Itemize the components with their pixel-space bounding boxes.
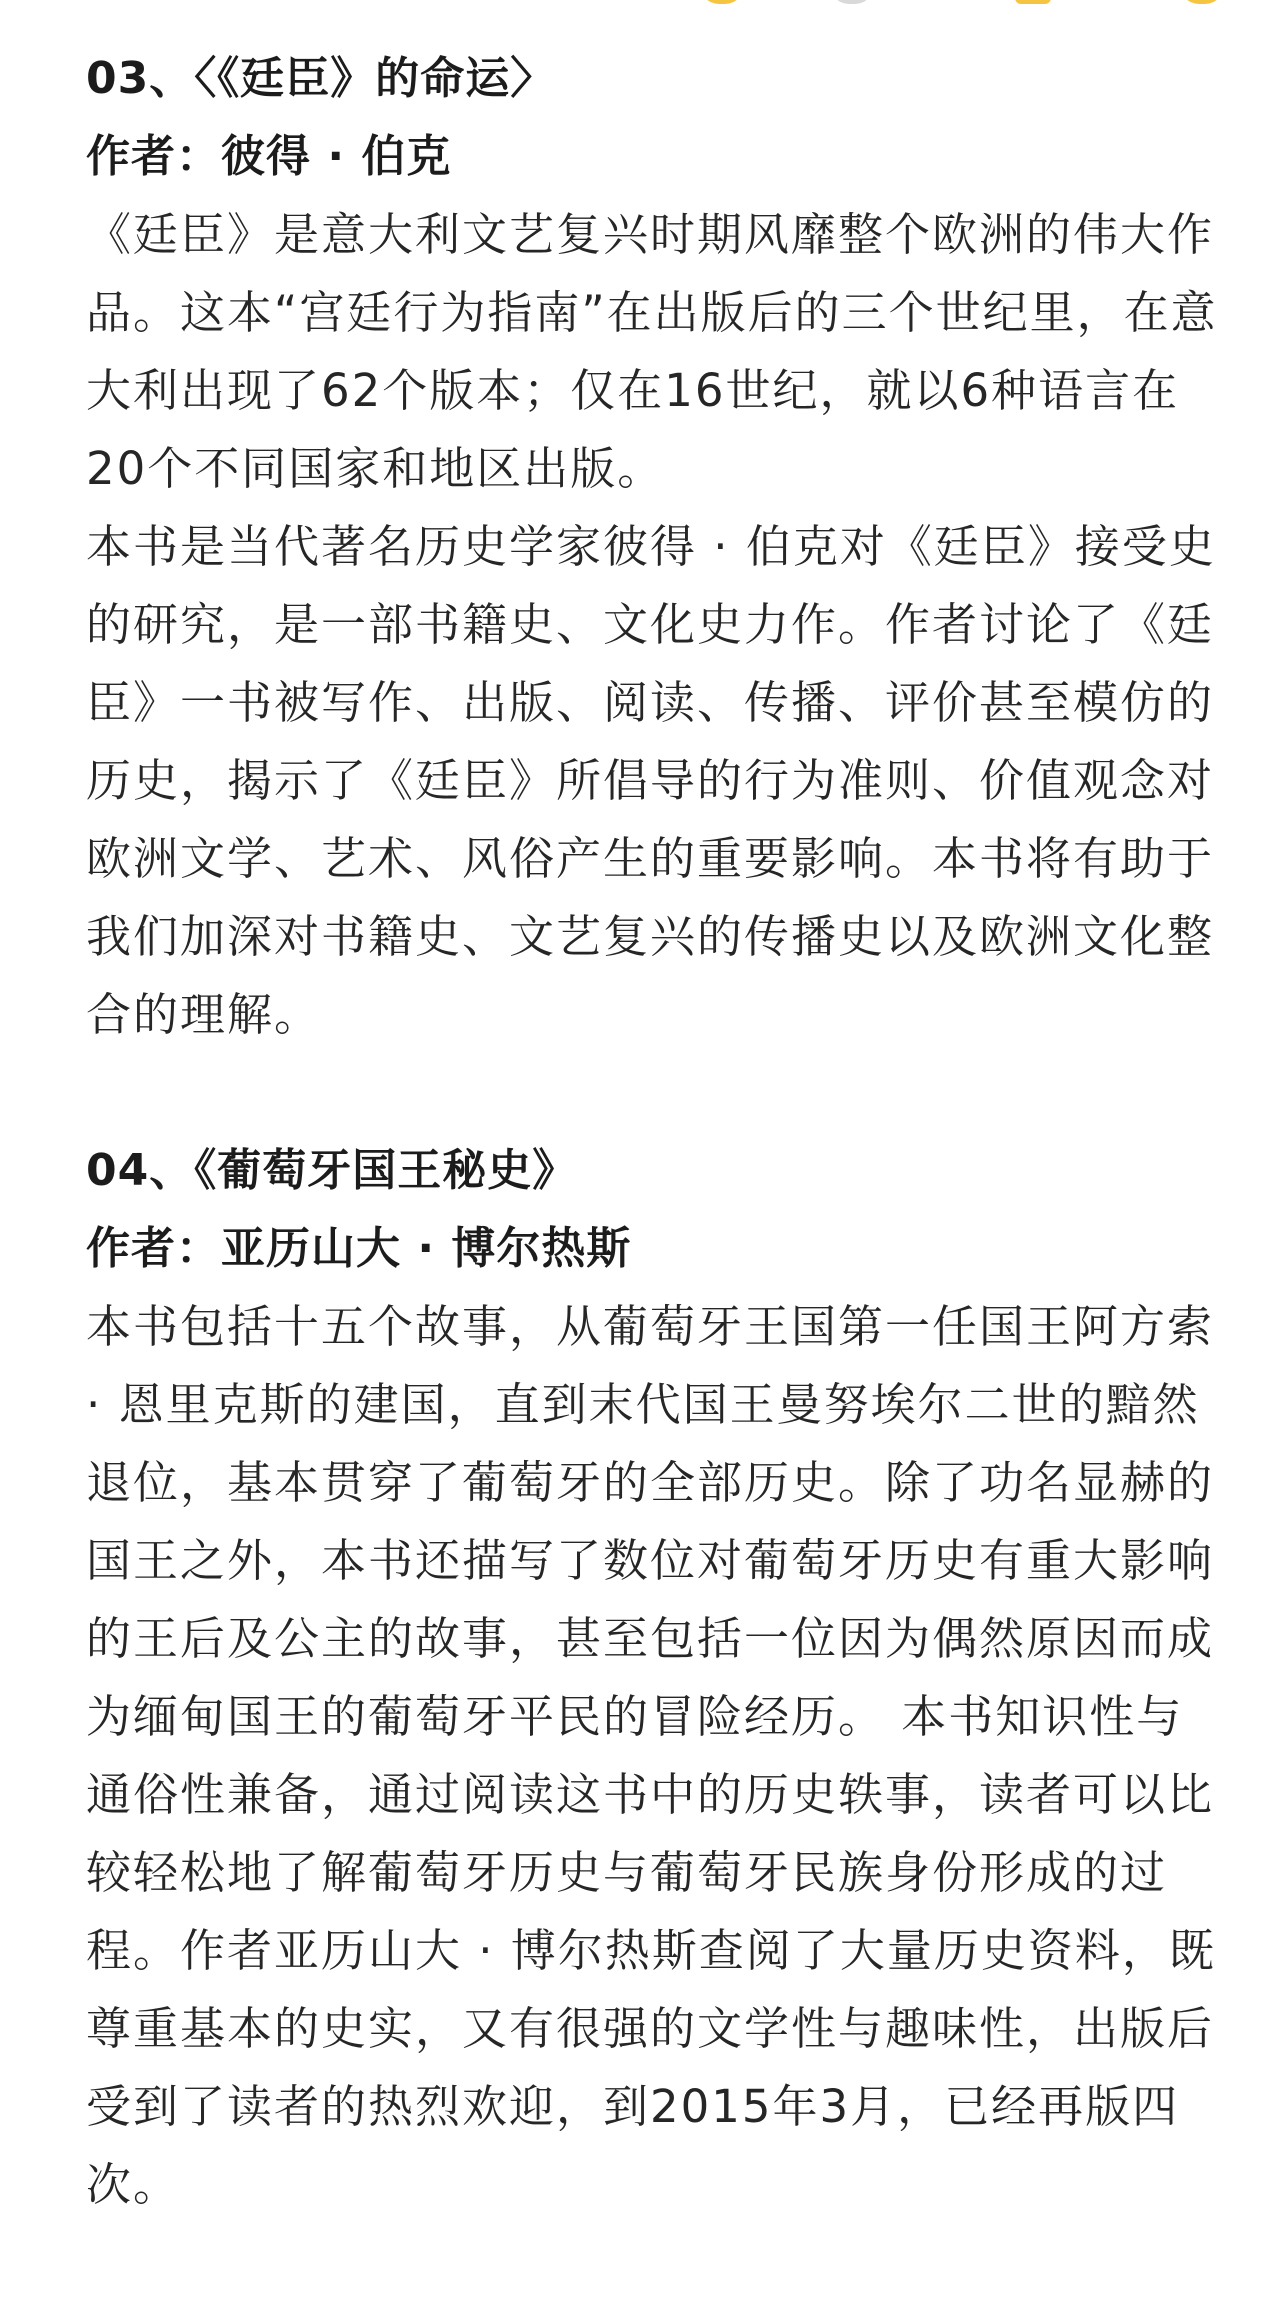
square-icon[interactable] — [1015, 0, 1051, 4]
article-content — [86, 40, 1226, 2224]
book-section-04 — [86, 1132, 1226, 2224]
circle-icon[interactable] — [830, 0, 874, 4]
book-description: 《廷臣》是意大利文艺复兴时期风靡整个欧洲的伟大作品。这本“宫廷行为指南”在出版后的三个世纪里，在意大利出现了62个版本；仅在16世纪，就以6种语言在20个不同国家和地区出版。 — [86, 208, 1218, 495]
emoji-icon[interactable] — [1180, 0, 1224, 4]
top-icon-strip — [0, 0, 1272, 6]
book-section-03 — [86, 40, 1226, 1054]
book-description: 本书包括十五个故事，从葡萄牙王国第一任国王阿方索 · 恩里克斯的建国，直到末代国王曼努埃尔二世的黯然退位，基本贯穿了葡萄牙的全部历史。除了功名显赫的国王之外，本书还描写了数位对葡萄牙历史有重大影响的王后及公主的故事，甚至包括一位因为偶然原因而成为缅甸国王的葡萄牙平民的冒险经历。 本书知识性与通俗性兼备，通过阅读这书中的历史轶事，读者可以比较轻松地了解葡萄牙历史与葡萄牙民族身份形成的过程。作者亚历山大 · 博尔热斯查阅了大量历史资料，既尊重基本的史实，又有很强的文学性与趣味性，出版后受到了读者的热烈欢迎，到2015年3月，已经再版四次。 — [86, 1300, 1216, 2211]
book-author: 作者：彼得 · 伯克 — [86, 131, 452, 182]
book-title: 04、《葡萄牙国王秘史》 — [86, 1145, 578, 1196]
emoji-icon[interactable] — [700, 0, 744, 4]
book-title: 03、〈《廷臣》的命运〉 — [86, 53, 556, 104]
book-author: 作者：亚历山大 · 博尔热斯 — [86, 1223, 632, 1274]
book-description: 本书是当代著名历史学家彼得 · 伯克对《廷臣》接受史的研究，是一部书籍史、文化史力作。作者讨论了《廷臣》一书被写作、出版、阅读、传播、评价甚至模仿的历史，揭示了《廷臣》所倡导的行为准则、价值观念对欧洲文学、艺术、风俗产生的重要影响。本书将有助于我们加深对书籍史、文艺复兴的传播史以及欧洲文化整合的理解。 — [86, 520, 1216, 1041]
